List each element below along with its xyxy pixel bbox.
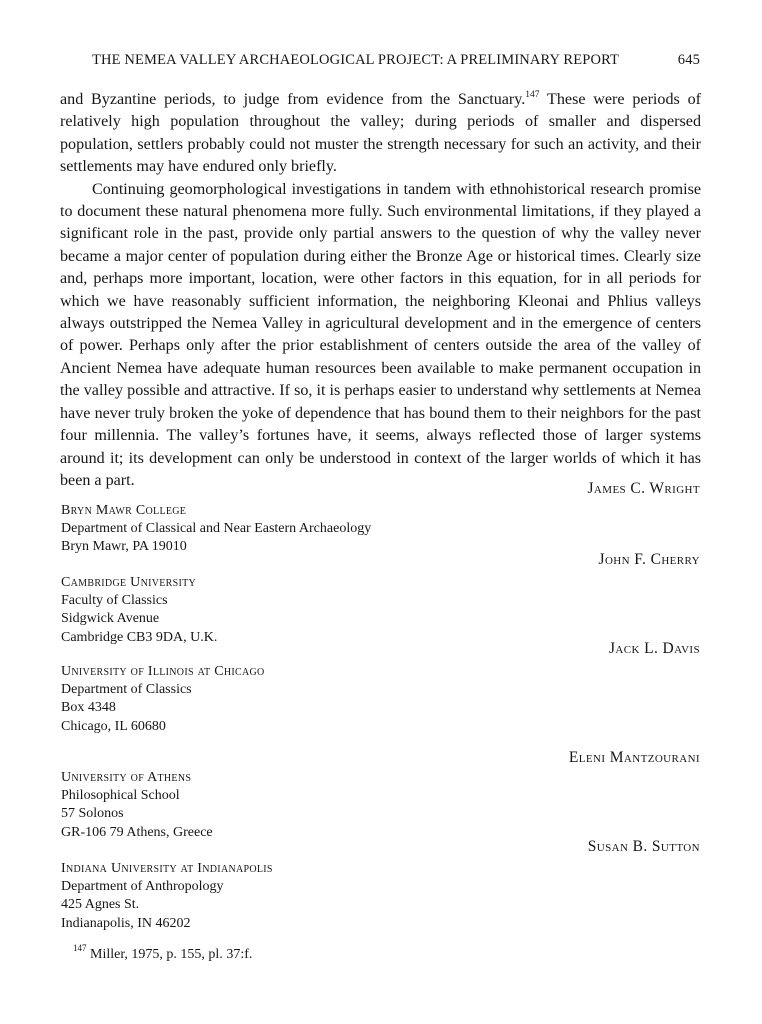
page-number: 645 xyxy=(677,52,700,68)
affiliation-davis xyxy=(61,663,265,736)
affiliation-line: Sidgwick Avenue xyxy=(61,611,160,627)
running-title: THE NEMEA VALLEY ARCHAEOLOGICAL PROJECT: A PRELIMINARY REPORT xyxy=(92,52,620,68)
paragraph-1-text-before: and Byzantine periods, to judge from evidence from the Sanctuary. xyxy=(60,91,526,108)
institution-name: University of Illinois at Chicago xyxy=(61,664,265,679)
affiliation-line: Department of Anthropology xyxy=(61,879,224,895)
paragraph-1 xyxy=(60,89,701,179)
author-name-davis: Jack L. Davis xyxy=(609,640,700,657)
institution-name: Cambridge University xyxy=(61,575,197,590)
paragraph-2: Continuing geomorphological investigations in tandem with ethnohistorical research promise to document these natural phenomena more fully. Such environmental limitations, if they played a significant role in the past, provide only partial answers to the question of why the valley never became a major center of population during either the Bronze Age or historical times. Clearly size and, perhaps more important, location, were other factors in this equation, for in all periods for which we have reasonably sufficient information, the neighboring Kleonai and Phlius valleys always outstripped the Nemea Valley in agricultural development and in the emergence of centers of power. Perhaps only after the prior establishment of centers outside the area of the valley of Ancient Nemea have adequate human resources been available to make permanent occupation in the valley possible and attractive. If so, it is perhaps easier to understand why settlements at Nemea have never truly broken the yoke of dependence that has bound them to their neighbors for the past four millennia. The valley’s fortunes have, it seems, always reflected those of larger systems around it; its development can only be understood in context of the larger worlds of which it has been a part. xyxy=(60,180,701,489)
author-name-sutton: Susan B. Sutton xyxy=(587,838,700,855)
affiliation-cherry xyxy=(61,574,217,647)
affiliation-mantzourani xyxy=(61,769,213,842)
affiliation-line: Department of Classical and Near Eastern Archaeology xyxy=(61,521,372,537)
affiliation-line: Cambridge CB3 9DA, U.K. xyxy=(61,629,218,645)
affiliation-line: Philosophical School xyxy=(61,788,180,804)
author-name-mantzourani: Eleni Mantzourani xyxy=(568,749,700,766)
affiliation-line: 57 Solonos xyxy=(61,806,124,822)
affiliation-line: Box 4348 xyxy=(61,700,116,716)
article-body xyxy=(60,89,701,492)
affiliation-line: Department of Classics xyxy=(61,682,192,698)
affiliation-line: Faculty of Classics xyxy=(61,593,168,609)
affiliation-line: GR-106 79 Athens, Greece xyxy=(61,824,213,840)
footnote-number: 147 xyxy=(73,943,87,954)
affiliation-sutton xyxy=(61,860,273,933)
paragraph-1-text-after: These were periods of relatively high population throughout the valley; during periods of smaller and dispersed population, settlers probably could not muster the strength necessary for such an activity, and their settlements may have endured only briefly. xyxy=(60,91,701,176)
author-name-wright: James C. Wright xyxy=(587,480,700,497)
footnote-text: Miller, 1975, p. 155, pl. 37:f. xyxy=(86,947,253,962)
affiliation-line: Bryn Mawr, PA 19010 xyxy=(61,539,187,555)
affiliation-wright xyxy=(61,502,371,557)
footnote-ref-147[interactable]: 147 xyxy=(525,89,540,100)
institution-name: University of Athens xyxy=(61,770,192,785)
footnote-147 xyxy=(73,943,253,963)
author-name-cherry: John F. Cherry xyxy=(598,551,700,568)
institution-name: Indiana University at Indianapolis xyxy=(61,861,273,876)
affiliation-line: Chicago, IL 60680 xyxy=(61,718,166,734)
affiliation-line: Indianapolis, IN 46202 xyxy=(61,915,191,931)
affiliation-line: 425 Agnes St. xyxy=(61,897,140,913)
institution-name: Bryn Mawr College xyxy=(61,503,187,518)
